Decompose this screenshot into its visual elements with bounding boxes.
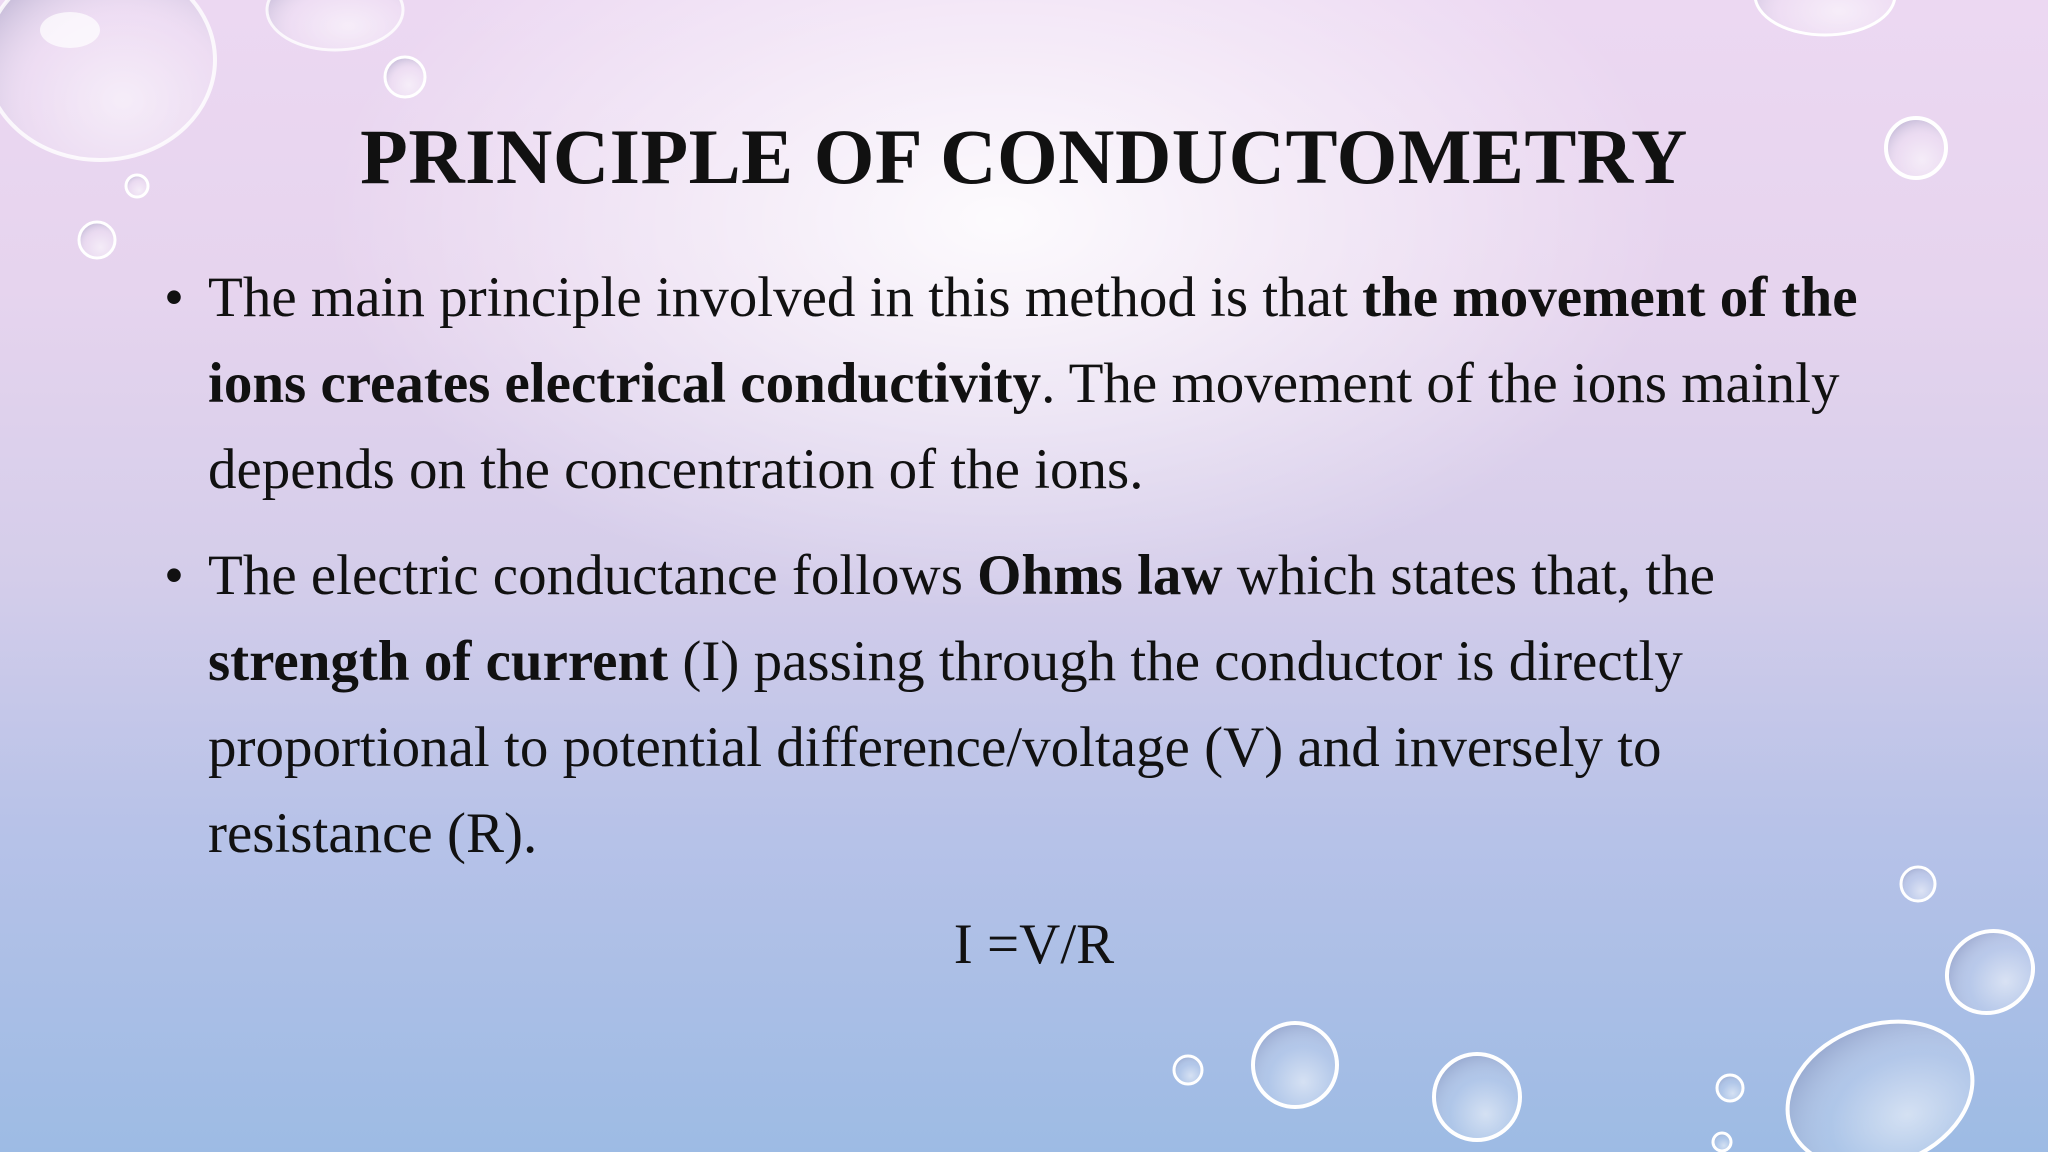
drop-small-1	[385, 57, 425, 97]
drop-top-right	[1755, 0, 1895, 35]
drop-bottom-1	[1253, 1023, 1337, 1107]
drop-bottom-3	[1434, 1054, 1520, 1140]
drop-small-3	[79, 222, 115, 258]
bullet-text: . The movement of the ions mainly depends on the concentration of the ions.	[208, 352, 1840, 501]
drop-bottom-5	[1713, 1133, 1731, 1151]
bullet-text: The main principle involved in this method is that	[208, 266, 1363, 329]
bullet-item	[158, 533, 1878, 877]
bullet-text: The electric conductance follows	[208, 544, 978, 607]
bullet-list	[158, 255, 1878, 897]
drop-bottom-4	[1717, 1075, 1743, 1101]
drop-bottom-2	[1174, 1056, 1202, 1084]
bullet-marker: •	[164, 266, 184, 329]
drop-right-2	[1901, 867, 1935, 901]
bullet-text: (I) passing through the conductor is directly proportional to potential difference/voltage (V) and inversely to resistance (R).	[208, 630, 1683, 865]
bullet-item	[158, 255, 1878, 513]
bullet-marker: •	[164, 544, 184, 607]
bullet-text-bold: Ohms law	[977, 544, 1223, 607]
bullet-text-bold: strength of current	[208, 630, 669, 693]
bullet-text: which states that, the	[1222, 544, 1715, 607]
drop-top-left-2	[267, 0, 403, 50]
bullet-text-bold: the movement of the ions creates electrical conductivity	[208, 266, 1858, 415]
ohms-law-formula: I =V/R	[953, 913, 1115, 976]
drop-bottom-right-large	[1767, 997, 1993, 1152]
slide-title: PRINCIPLE OF CONDUCTOMETRY	[360, 113, 1688, 200]
